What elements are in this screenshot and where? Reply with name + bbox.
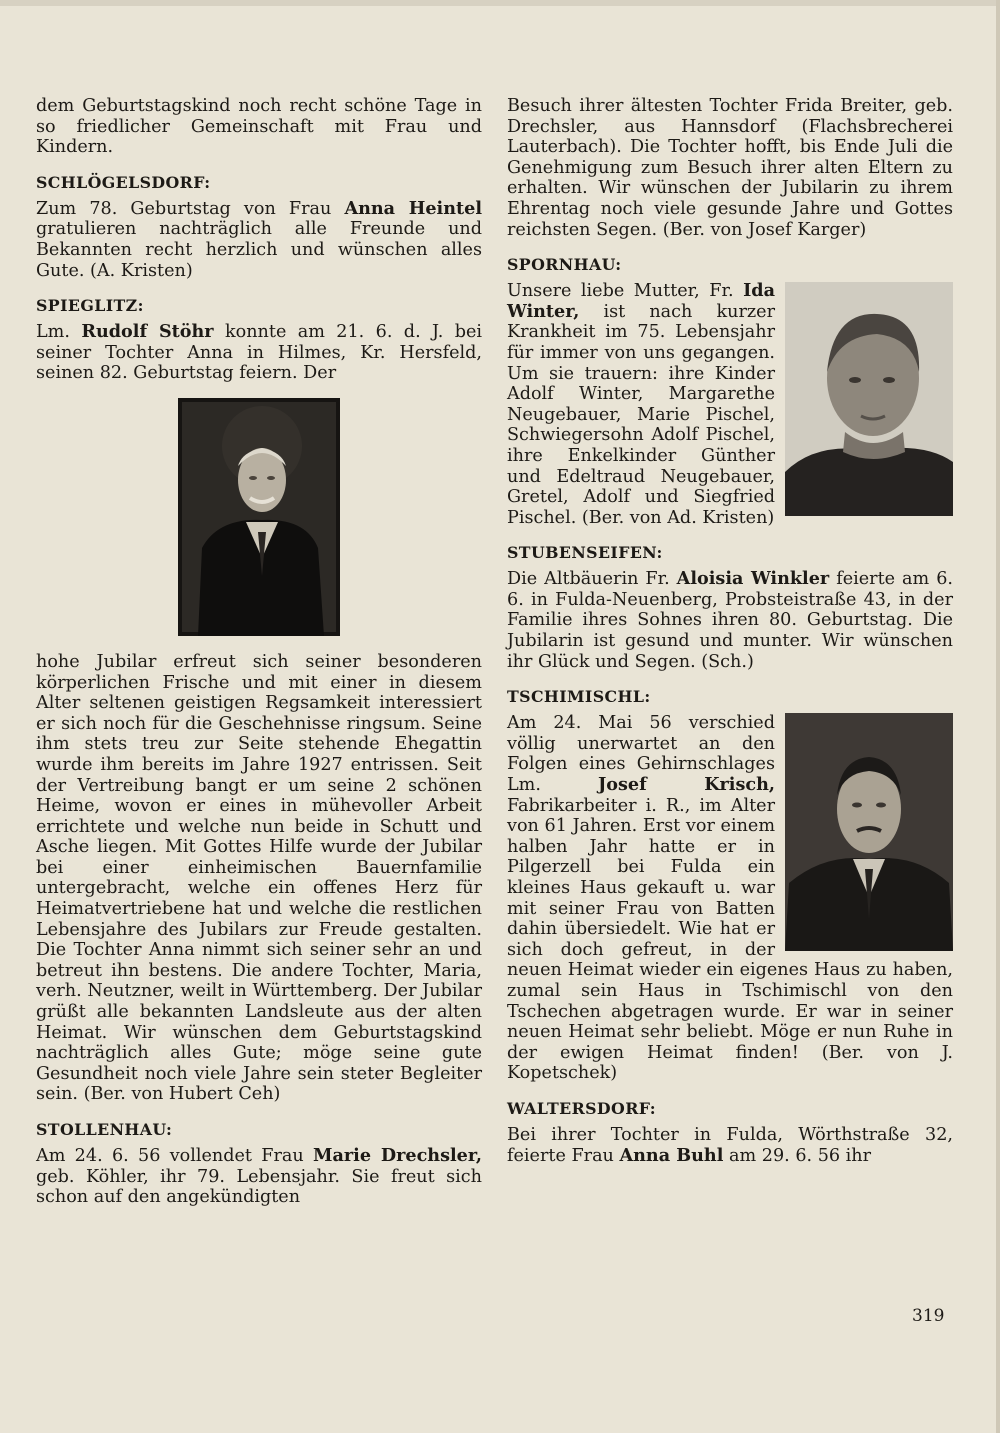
heading-schloegelsdorf: SCHLÖGELSDORF:: [36, 172, 211, 192]
name-ida-winter: Ida Winter,: [507, 280, 775, 322]
page-edge-right: [996, 0, 1000, 1433]
heading-spieglitz: SPIEGLITZ:: [36, 296, 144, 316]
page-number: 319: [912, 1306, 945, 1326]
portrait-photo-ida-winter: [785, 282, 953, 516]
waltersdorf-paragraph: Bei ihrer Tochter in Fulda, Wörthstraße 32, feierte Frau Anna Buhl am 29. 6. 56 ihr: [507, 1124, 953, 1166]
name-aloisia-winkler: Aloisia Winkler: [676, 568, 830, 590]
heading-tschimischl: TSCHIMISCHL:: [507, 687, 651, 707]
heading-stollenhau: STOLLENHAU:: [36, 1120, 173, 1139]
left-column: [36, 96, 482, 1208]
name-marie-drechsler: Marie Drechsler,: [313, 1145, 482, 1166]
name-anna-heintel: Anna Heintel: [344, 197, 483, 219]
schloegelsdorf-paragraph: Zum 78. Geburtstag von Frau Anna Heintel gratulieren nachträglich alle Freunde und Bekannten recht herzlich und wünschen alles Gute. (A. Kristen): [36, 197, 483, 281]
stollenhau-paragraph: Am 24. 6. 56 vollendet Frau Marie Drechsler, geb. Köhler, ihr 79. Lebensjahr. Sie freut sich schon auf den angekündigten: [36, 1145, 482, 1208]
right-column: [507, 96, 953, 1166]
heading-stubenseifen: STUBENSEIFEN:: [507, 543, 663, 563]
portrait-photo-rudolf-stoehr: [178, 398, 340, 636]
stubenseifen-paragraph: Die Altbäuerin Fr. Aloisia Winkler feierte am 6. 6. in Fulda-Neuenberg, Probsteistraße 43, in der Familie ihres Sohnes ihren 80. Geburtstag. Die Jubilarin ist gesund und munter. Wir wünschen ihr Glück und Segen. (Sch.): [507, 568, 953, 672]
name-josef-krisch: Josef Krisch,: [597, 774, 775, 796]
spieglitz-paragraph-top: Lm. Rudolf Stöhr konnte am 21. 6. d. J. bei seiner Tochter Anna in Hilmes, Kr. Hersfeld, seinen 82. Geburtstag feiern. Der: [36, 321, 482, 384]
tschimischl-paragraph: Am 24. Mai 56 verschied völlig unerwartet an den Folgen eines Gehirnschlages Lm. Josef Krisch, Fabrikarbeiter i. R., im Alter von 61 Jahren. Erst vor einem halben Jahr hatte er in Pilgerzell bei Fulda ein kleines Haus gekauft u. war mit seiner Frau von Batten dahin übersiedelt. Wie hat er sich doch gefreut, in der neuen Heimat wieder ein eigenes Haus zu haben, zumal sein Haus in Tschimischl von den Tschechen abgetragen wurde. Er war in seiner neuen Heimat sehr beliebt. Möge er nun Ruhe in der ewigen Heimat finden! (Ber. von J. Kopetschek): [507, 713, 953, 1084]
heading-spornhau: SPORNHAU:: [507, 255, 622, 275]
intro-paragraph: dem Geburtstagskind noch recht schöne Tage in so friedlicher Gemeinschaft mit Frau und Kindern.: [36, 96, 482, 158]
spornhau-paragraph: Unsere liebe Mutter, Fr. Ida Winter, ist nach kurzer Krankheit im 75. Lebensjahr für immer von uns gegangen. Um sie trauern: ihre Kinder Adolf Winter, Margarethe Neugebauer, Marie Pischel, Schwiegersohn Adolf Pischel, ihre Enkelkinder Günther und Edeltraud Neugebauer, Gretel, Adolf und Siegfried Pischel. (Ber. von Ad. Kristen): [507, 280, 775, 528]
stollenhau-continuation: Besuch ihrer ältesten Tochter Frida Breiter, geb. Drechsler, aus Hannsdorf (Flachsbrecherei Lauterbach). Die Tochter hofft, bis Ende Juli die Genehmigung zum Besuch ihrer alten Eltern zu erhalten. Wir wünschen der Jubilarin zu ihrem Ehrentag noch viele gesunde Jahre und Gottes reichsten Segen. (Ber. von Josef Karger): [507, 96, 953, 240]
portrait-photo-josef-krisch: [785, 713, 953, 951]
page-edge: [0, 0, 1000, 6]
heading-waltersdorf: WALTERSDORF:: [507, 1098, 657, 1118]
name-rudolf-stoehr: Rudolf Stöhr: [81, 321, 214, 343]
name-anna-buhl: Anna Buhl: [619, 1144, 724, 1166]
spieglitz-paragraph-bottom: hohe Jubilar erfreut sich seiner besonderen körperlichen Frische und mit einer in diesem Alter seltenen geistigen Regsamkeit interessiert er sich noch für die Geschehnisse ringsum. Seine ihm stets treu zur Seite stehende Ehegattin wurde ihm bereits im Jahre 1927 entrissen. Seit der Vertreibung bangt er um seine 2 schönen Heime, wovon er eines in mühevoller Arbeit errichtete und welche nun beide in Schutt und Asche liegen. Mit Gottes Hilfe wurde der Jubilar bei einer einheimischen Bauernfamilie untergebracht, welche ein offenes Herz für Heimatvertriebene hat und welche die restlichen Lebensjahre des Jubilars zur Freude gestalten. Die Tochter Anna nimmt sich seiner sehr an und betreut ihn bestens. Die andere Tochter, Maria, verh. Neutzner, weilt in Württemberg. Der Jubilar grüßt alle bekannten Landsleute aus der alten Heimat. Wir wünschen dem Geburtstagskind nachträglich alles Gute; möge seine gute Gesundheit noch viele Jahre sein steter Begleiter sein. (Ber. von Hubert Ceh): [36, 651, 482, 1105]
